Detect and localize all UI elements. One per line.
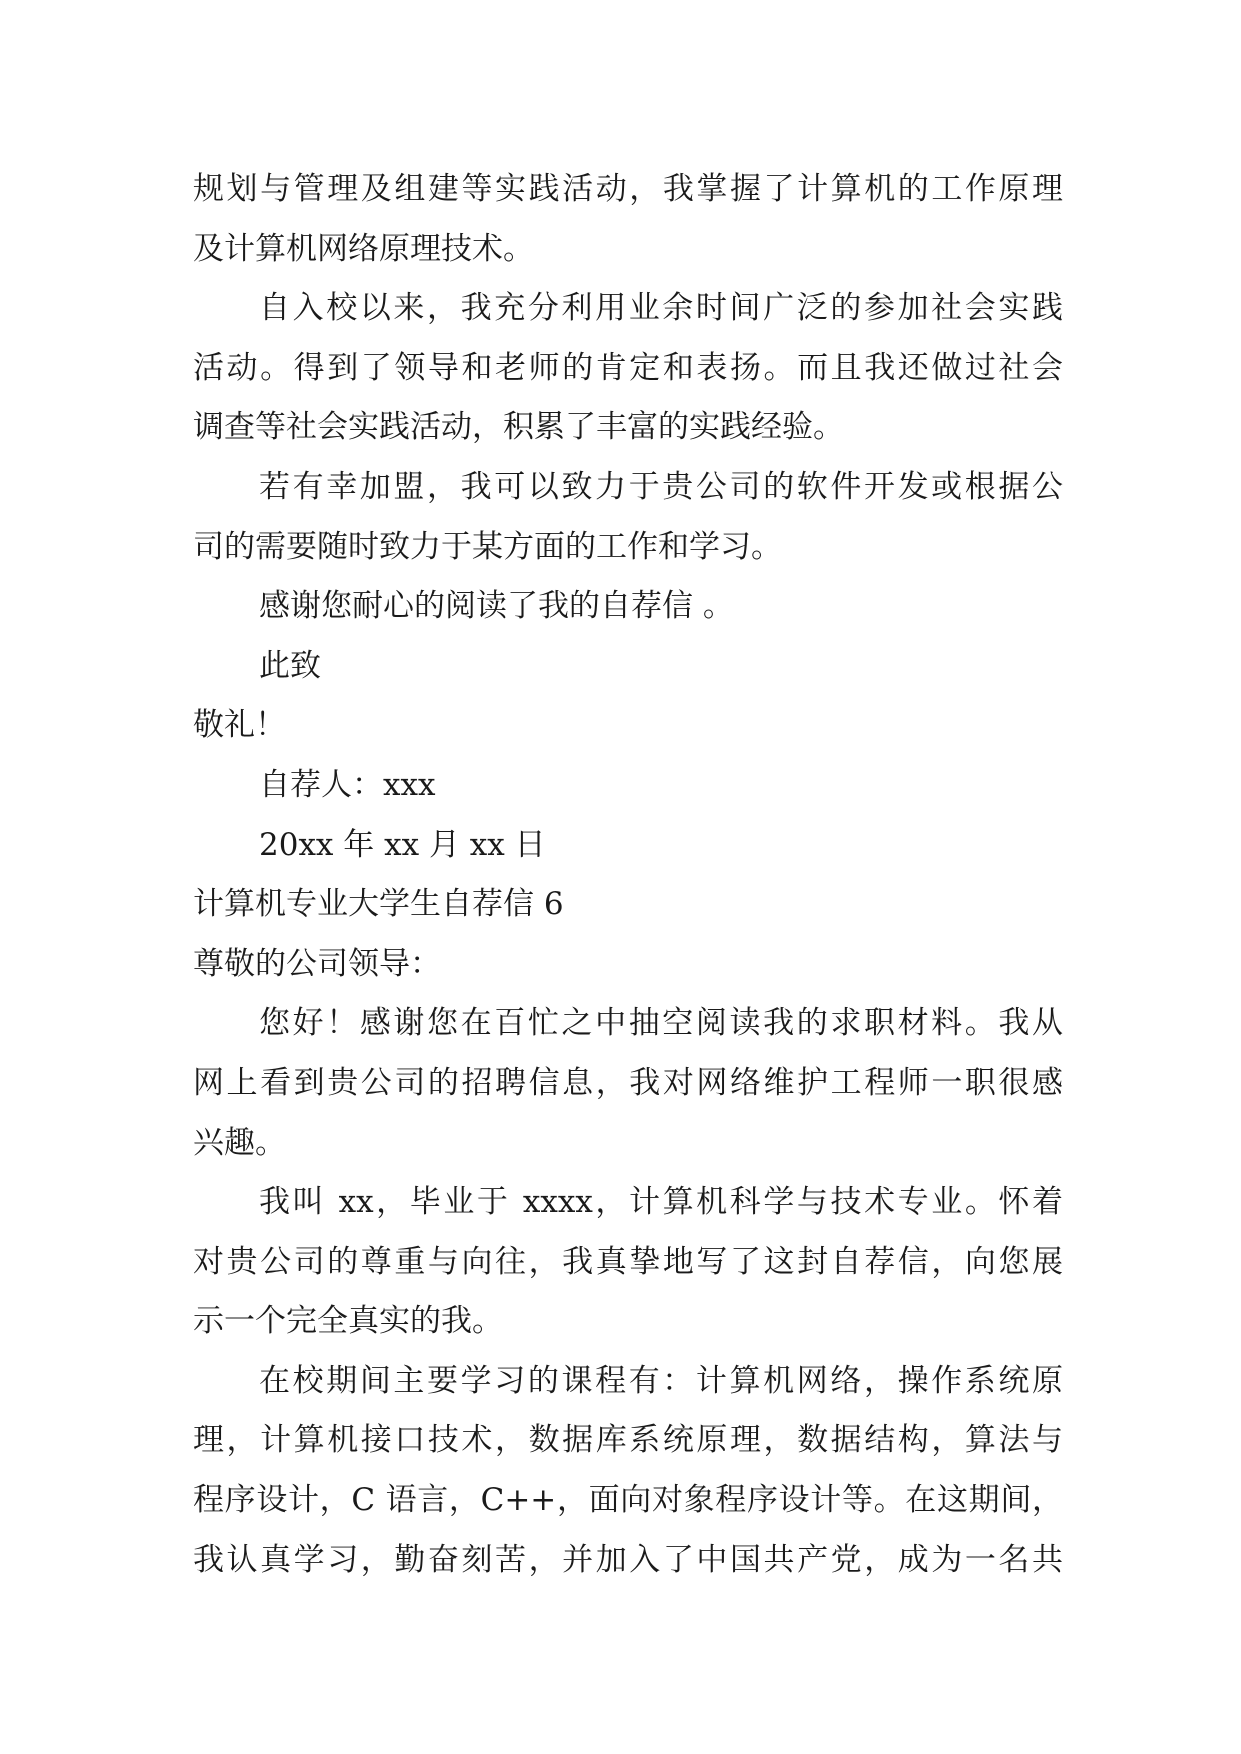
text-line: 理，计算机接口技术，数据库系统原理，数据结构，算法与 xyxy=(193,1422,1063,1459)
text-line: 您好！感谢您在百忙之中抽空阅读我的求职材料。我从 xyxy=(259,1005,1063,1042)
text-line: 网上看到贵公司的招聘信息，我对网络维护工程师一职很感 xyxy=(193,1064,1063,1101)
text-line: 及计算机网络原理技术。 xyxy=(193,230,534,267)
text-line: 我认真学习，勤奋刻苦，并加入了中国共产党，成为一名共 xyxy=(193,1541,1063,1578)
text-line: 程序设计，C 语言，C++，面向对象程序设计等。在这期间， xyxy=(193,1482,1063,1519)
text-line: 计算机专业大学生自荐信 6 xyxy=(193,886,564,923)
text-line: 在校期间主要学习的课程有：计算机网络，操作系统原 xyxy=(259,1362,1063,1399)
text-line: 感谢您耐心的阅读了我的自荐信 。 xyxy=(259,588,734,625)
text-line: 活动。得到了领导和老师的肯定和表扬。而且我还做过社会 xyxy=(193,349,1063,386)
text-line: 兴趣。 xyxy=(193,1124,286,1161)
text-line: 对贵公司的尊重与向往，我真挚地写了这封自荐信，向您展 xyxy=(193,1243,1063,1280)
letter-body xyxy=(193,160,1063,1590)
text-line: 自入校以来，我充分利用业余时间广泛的参加社会实践 xyxy=(259,290,1063,327)
text-line: 示一个完全真实的我。 xyxy=(193,1303,503,1340)
text-line: 20xx 年 xx 月 xx 日 xyxy=(259,826,546,863)
text-line: 敬礼！ xyxy=(193,707,286,744)
text-line: 自荐人：xxx xyxy=(259,766,436,803)
text-line: 此致 xyxy=(259,647,321,684)
text-line: 调查等社会实践活动，积累了丰富的实践经验。 xyxy=(193,409,844,446)
text-line: 尊敬的公司领导： xyxy=(193,945,441,982)
text-line: 若有幸加盟，我可以致力于贵公司的软件开发或根据公 xyxy=(259,468,1063,505)
text-line: 我叫 xx，毕业于 xxxx，计算机科学与技术专业。怀着 xyxy=(259,1184,1063,1221)
text-line: 司的需要随时致力于某方面的工作和学习。 xyxy=(193,528,782,565)
text-line: 规划与管理及组建等实践活动，我掌握了计算机的工作原理 xyxy=(193,171,1063,207)
